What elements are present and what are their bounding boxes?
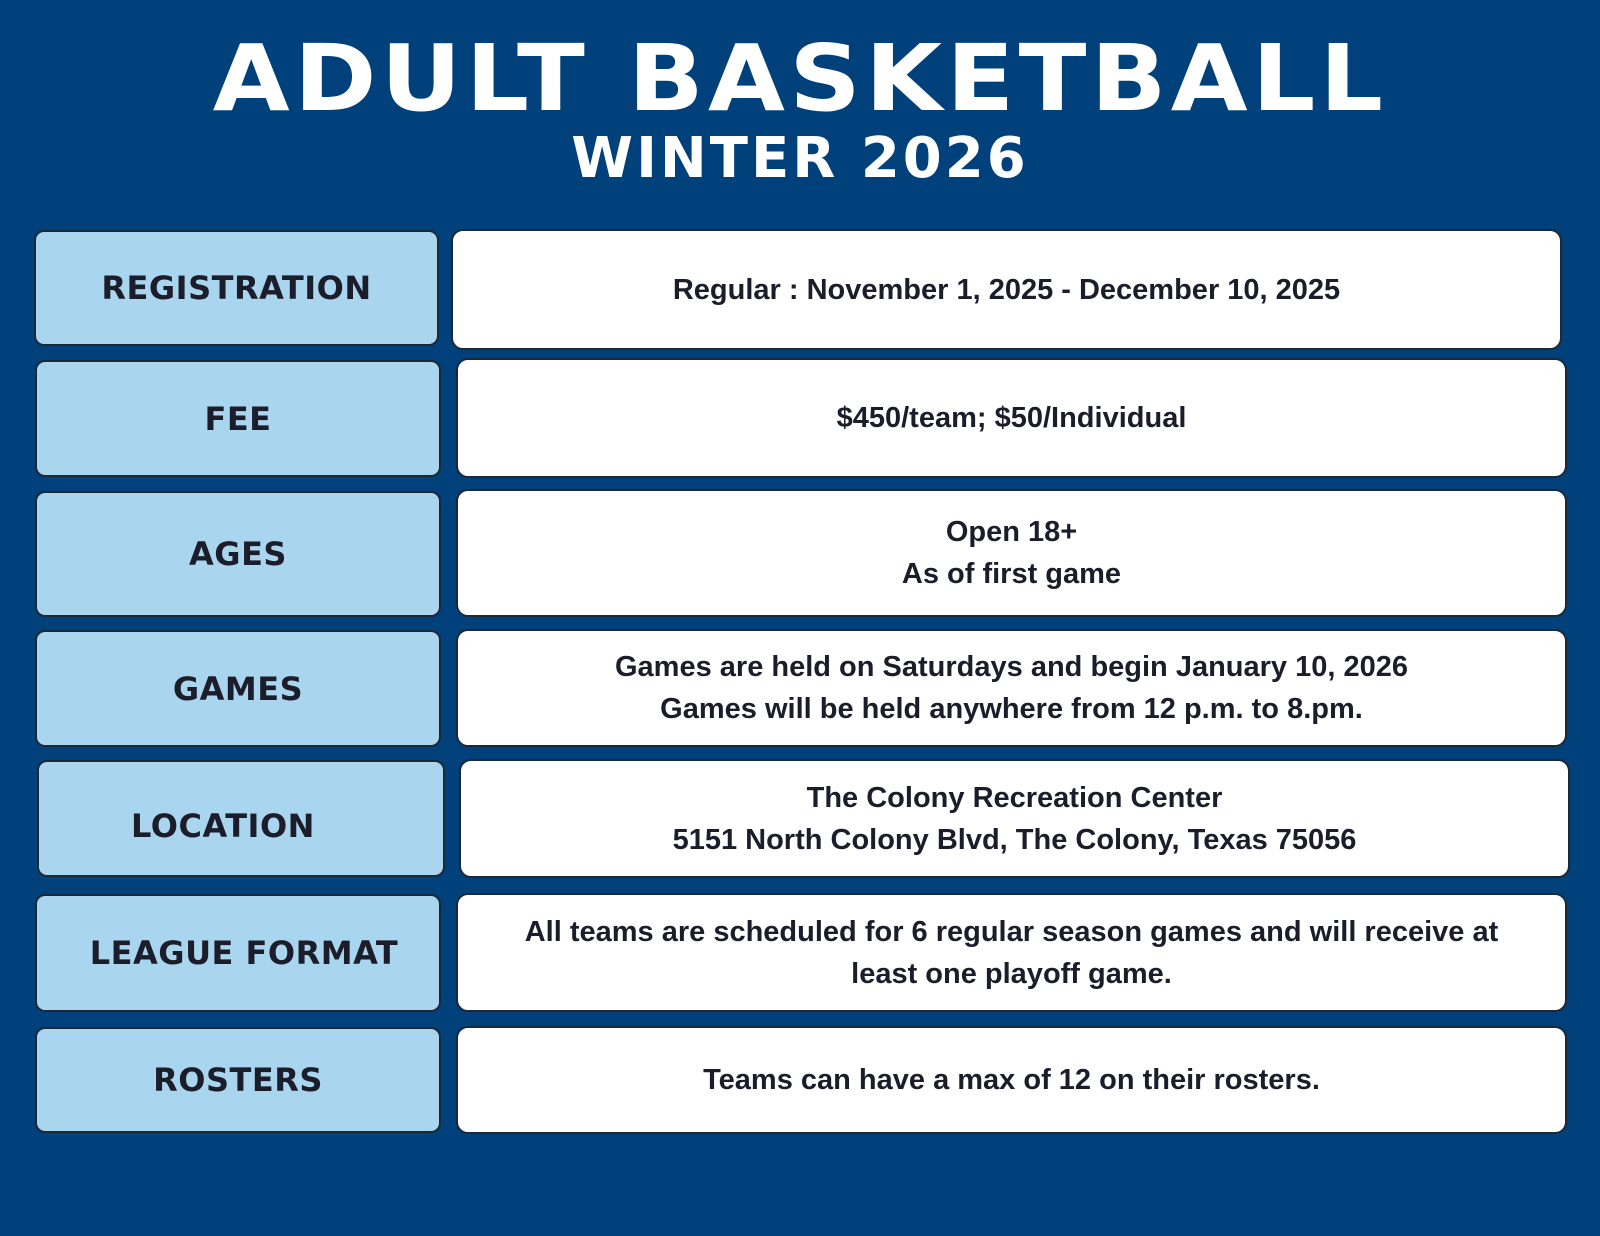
season-subtitle: WINTER 2026: [571, 126, 1029, 191]
location-value-line-2: 5151 North Colony Blvd, The Colony, Texas 75056: [672, 823, 1357, 856]
registration-value: [451, 229, 1562, 350]
league-format-value-line: All teams are scheduled for 6 regular season games and will receive at least one playoff game.: [524, 915, 1499, 990]
ages-value-line-2: As of first game: [901, 558, 1122, 590]
rosters-value: [456, 1026, 1567, 1134]
rosters-value-line: Teams can have a max of 12 on their rosters.: [703, 1064, 1320, 1096]
location-value: [459, 759, 1570, 878]
page-title: ADULT BASKETBALL: [212, 25, 1388, 132]
rosters-label: ROSTERS: [35, 1027, 441, 1133]
fee-value: [456, 358, 1567, 478]
registration-value-line: Regular : November 1, 2025 - December 10, 2025: [672, 273, 1341, 306]
registration-label: REGISTRATION: [34, 230, 439, 346]
ages-label: AGES: [35, 491, 441, 617]
games-value-line-2: Games will be held anywhere from 12 p.m. to 8.pm.: [660, 693, 1363, 725]
ages-value-line-1: Open 18+: [945, 516, 1078, 548]
fee-label: FEE: [35, 360, 441, 477]
location-value-line-1: The Colony Recreation Center: [806, 781, 1223, 814]
games-value: [456, 629, 1567, 747]
games-value-line-1: Games are held on Saturdays and begin January 10, 2026: [615, 651, 1408, 683]
location-label: LOCATION: [37, 760, 445, 877]
league-format-value: [456, 893, 1567, 1012]
league-format-label: LEAGUE FORMAT: [35, 894, 441, 1012]
games-label: GAMES: [35, 630, 441, 747]
fee-value-line: $450/team; $50/Individual: [836, 402, 1187, 434]
ages-value: [456, 489, 1567, 617]
